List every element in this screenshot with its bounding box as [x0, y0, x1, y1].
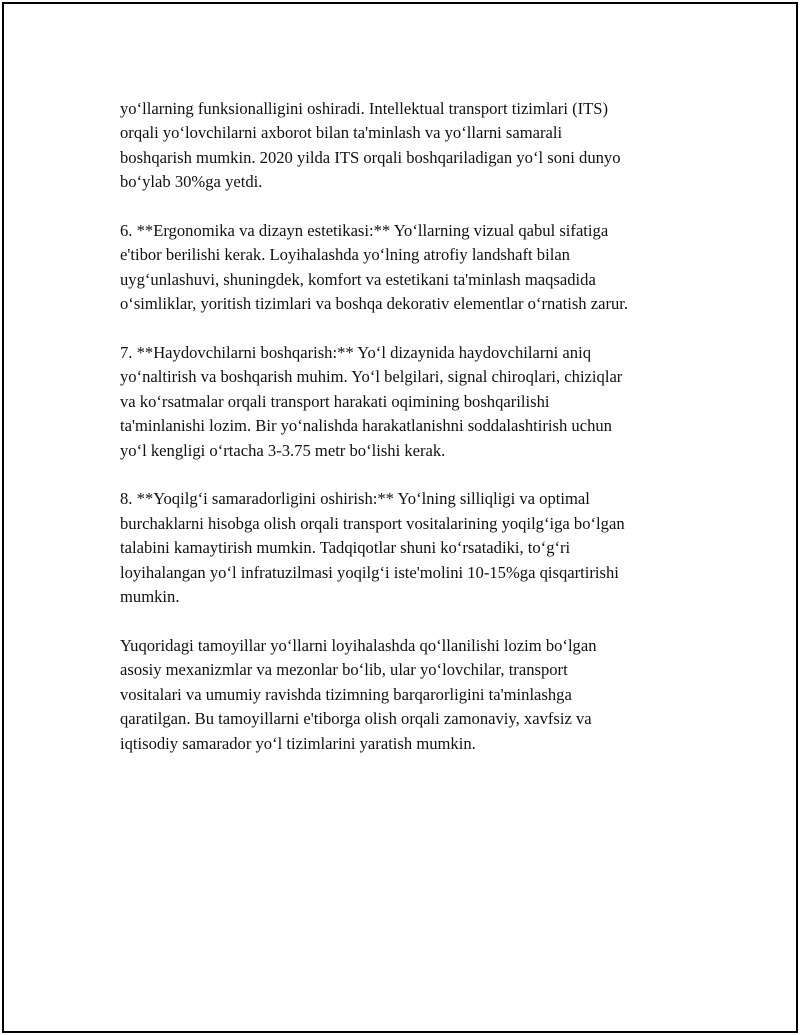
- page-frame: [2, 2, 798, 1033]
- paragraph-driver-guidance: [120, 341, 695, 463]
- text-line: yo‘llarning funksionalligini oshiradi. Intellektual transport tizimlari (ITS): [120, 99, 609, 118]
- text-line: va ko‘rsatmalar orqali transport harakati oqimining boshqarilishi: [120, 391, 550, 411]
- text-line: burchaklarni hisobga olish orqali transport vositalarining yoqilg‘iga bo‘lgan: [120, 513, 625, 533]
- paragraph-its: [120, 97, 695, 195]
- text-line: iqtisodiy samarador yo‘l tizimlarini yaratish mumkin.: [120, 733, 476, 753]
- text-line: loyihalangan yo‘l infratuzilmasi yoqilg‘i iste'molini 10-15%ga qisqartirishi: [120, 562, 619, 582]
- text-line: boshqarish mumkin. 2020 yilda ITS orqali boshqariladigan yo‘l soni dunyo: [120, 147, 621, 167]
- text-line: uyg‘unlashuvi, shuningdek, komfort va estetikani ta'minlash maqsadida: [120, 269, 596, 289]
- text-line: qaratilgan. Bu tamoyillarni e'tiborga olish orqali zamonaviy, xavfsiz va: [120, 709, 592, 729]
- document-body: [120, 97, 695, 780]
- paragraph-ergonomics: [120, 219, 695, 317]
- text-line: vositalari va umumiy ravishda tizimning barqarorligini ta'minlashga: [120, 684, 572, 704]
- text-line: mumkin.: [120, 587, 180, 607]
- text-line: asosiy mexanizmlar va mezonlar bo‘lib, ular yo‘lovchilar, transport: [120, 660, 568, 680]
- text-line: ta'minlanishi lozim. Bir yo‘nalishda harakatlanishni soddalashtirish uchun: [120, 416, 612, 436]
- text-line: o‘simliklar, yoritish tizimlari va boshqa dekorativ elementlar o‘rnatish zarur.: [120, 294, 629, 314]
- text-line: Yuqoridagi tamoyillar yo‘llarni loyihalashda qo‘llanilishi lozim bo‘lgan: [120, 635, 597, 655]
- text-line: yo‘l kengligi o‘rtacha 3-3.75 metr bo‘lishi kerak.: [120, 440, 446, 460]
- text-line: 7. **Haydovchilarni boshqarish:** Yo‘l dizaynida haydovchilarni aniq: [120, 343, 591, 363]
- text-line: 6. **Ergonomika va dizayn estetikasi:** Yo‘llarning vizual qabul sifatiga: [120, 221, 609, 241]
- text-line: 8. **Yoqilg‘i samaradorligini oshirish:** Yo‘lning silliqligi va optimal: [120, 489, 590, 509]
- text-line: yo‘naltirish va boshqarish muhim. Yo‘l belgilari, signal chiroqlari, chiziqlar: [120, 367, 623, 387]
- text-line: bo‘ylab 30%ga yetdi.: [120, 172, 263, 192]
- text-line: orqali yo‘lovchilarni axborot bilan ta'minlash va yo‘llarni samarali: [120, 123, 563, 143]
- text-line: e'tibor berilishi kerak. Loyihalashda yo‘lning atrofiy landshaft bilan: [120, 245, 570, 265]
- text-line: talabini kamaytirish mumkin. Tadqiqotlar shuni ko‘rsatadiki, to‘g‘ri: [120, 538, 571, 558]
- paragraph-conclusion: [120, 634, 695, 756]
- paragraph-fuel-efficiency: [120, 487, 695, 609]
